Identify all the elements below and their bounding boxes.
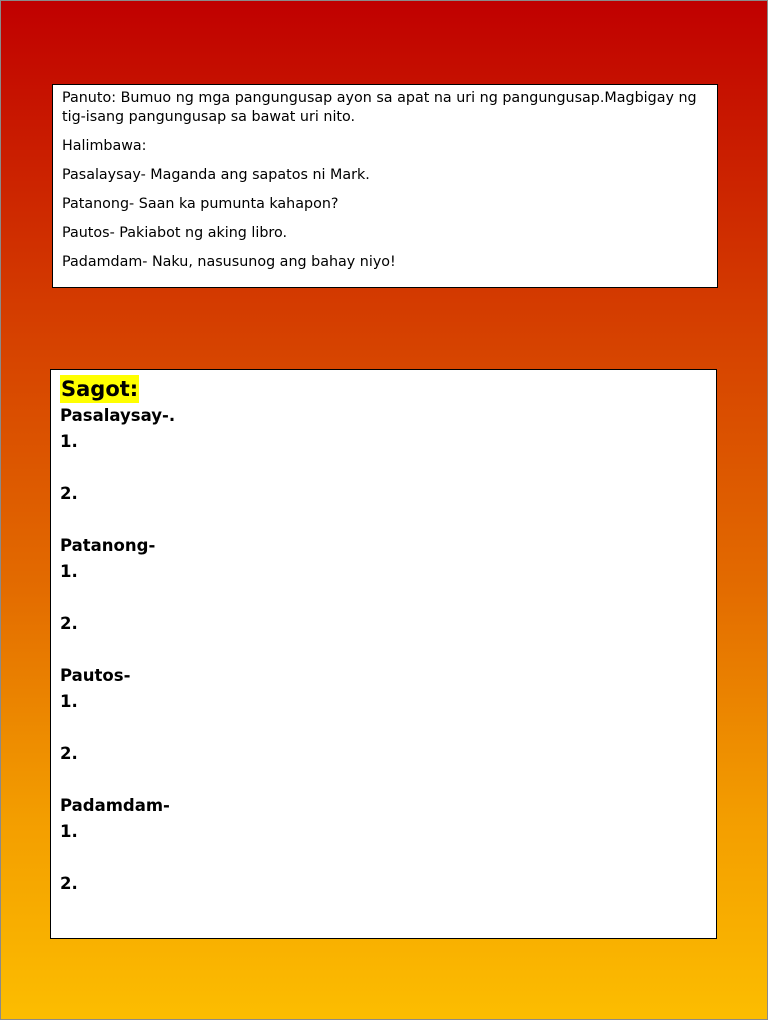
- answer-line-pautos-1: 1.: [60, 692, 78, 711]
- instructions-box: [52, 84, 718, 288]
- example-padamdam: Padamdam- Naku, nasusunog ang bahay niyo!: [62, 254, 396, 270]
- example-heading: Halimbawa:: [62, 138, 147, 154]
- blank-line: [60, 845, 708, 871]
- example-patanong: Patanong- Saan ka pumunta kahapon?: [62, 196, 339, 212]
- answer-title: Sagot:: [61, 377, 139, 401]
- blank-line: [60, 637, 708, 663]
- answer-box: [50, 369, 717, 939]
- answer-line-padamdam-2: 2.: [60, 874, 78, 893]
- blank-line: [60, 507, 708, 533]
- blank-line: [60, 767, 708, 793]
- answer-line-patanong-1: 1.: [60, 562, 78, 581]
- blank-line: [60, 715, 708, 741]
- blank-line: [60, 585, 708, 611]
- answer-line-padamdam-1: 1.: [60, 822, 78, 841]
- answer-line-pautos-2: 2.: [60, 744, 78, 763]
- section-label-pautos: Pautos-: [60, 666, 131, 685]
- directions-text: Panuto: Bumuo ng mga pangungusap ayon sa apat na uri ng pangungusap.Magbigay ng tig-isang pangungusap sa bawat uri nito.: [62, 90, 697, 125]
- section-label-patanong: Patanong-: [60, 536, 156, 555]
- blank-line: [60, 455, 708, 481]
- answer-line-pasalaysay-2: 2.: [60, 484, 78, 503]
- section-label-pasalaysay: Pasalaysay-.: [60, 406, 176, 425]
- answer-line-pasalaysay-1: 1.: [60, 432, 78, 451]
- answer-line-patanong-2: 2.: [60, 614, 78, 633]
- answer-body: [60, 403, 708, 897]
- example-pasalaysay: Pasalaysay- Maganda ang sapatos ni Mark.: [62, 167, 370, 183]
- section-label-padamdam: Padamdam-: [60, 796, 170, 815]
- example-pautos: Pautos- Pakiabot ng aking libro.: [62, 225, 288, 241]
